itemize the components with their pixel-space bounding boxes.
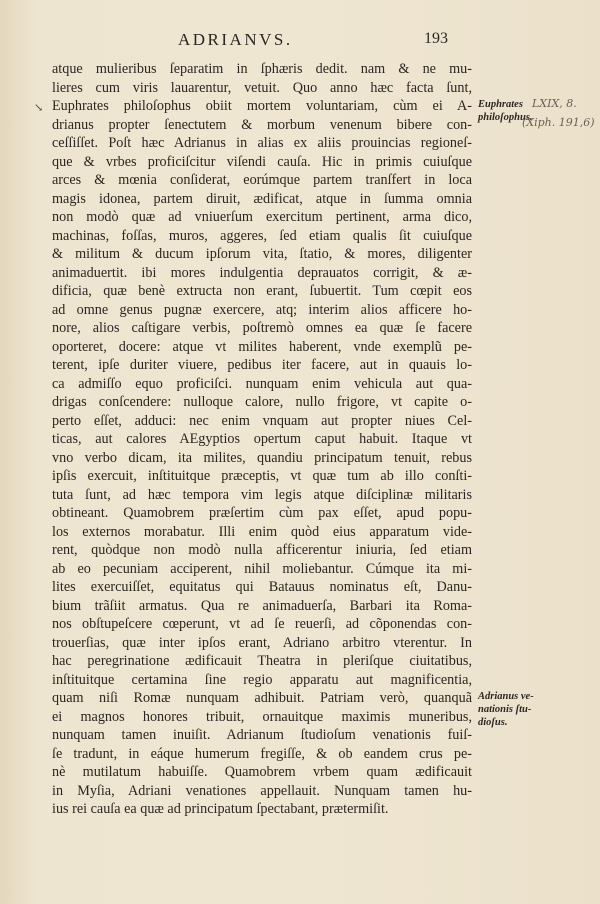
text-line: ei magnos honores tribuit, ornauitque maximis muneribus, [52, 708, 472, 725]
text-line: nore, alios caſtigare verbis, poſtremò omnes ea quæ ſe facere [52, 320, 472, 336]
text-line: dificia, quæ benè extructa non erant, ſubuertit. Tum cœpit eos [52, 283, 472, 299]
text-line: obtineant. Quamobrem præſertim cùm pax eſſet, apud popu- [52, 505, 472, 521]
manuscript-note: (Xiph. 191,6) [522, 116, 595, 129]
sidenote-line: dioſus. [478, 717, 508, 728]
sidenote-line: Adrianus ve- [478, 691, 534, 702]
running-head: ADRIANVS. [178, 30, 293, 49]
page-number: 193 [424, 30, 448, 47]
text-line: bium trãſiit armatus. Qua re animaduerſa, Barbari ita Roma- [52, 597, 472, 614]
text-line: tuta ſunt, ad hæc tempora vim legis atque diſciplinæ militaris [52, 486, 472, 503]
sidenote-line: Euphrates [478, 99, 523, 110]
sidenote-line: nationis ſtu- [478, 704, 532, 715]
text-line: rent, quòdque non modò nulla afficerentur iniuria, ſed etiam [52, 542, 472, 558]
text-line: nunquam tamen inuiſit. Adrianum ſtudioſum venationis fuiſ- [52, 727, 472, 743]
text-line: lieres cum viris lauarentur, vetuit. Quo anno hæc facta ſunt, [52, 79, 472, 96]
body-text [52, 60, 472, 819]
sidenote-line: philoſophus. [478, 112, 533, 123]
text-line: trouerſias, quæ inter ipſos erant, Adriano arbitro vterentur. In [52, 634, 472, 651]
text-line: los externos morabatur. Illi enim quòd eius apparatum vide- [52, 523, 472, 540]
text-line: ca admiſſo equo proficiſci. nunquam enim vehicula aut qua- [52, 375, 472, 392]
text-line: ſe tradunt, in eáque humerum fregiſſe, & ob eandem crus pe- [52, 745, 472, 762]
text-line: drigas conſcendere: nulloque calore, nullo frigore, vt capite o- [52, 394, 472, 410]
sidenote-adrianus [478, 690, 534, 729]
text-line: ab eo pecuniam acciperent, nihil moliebantur. Cúmque ita mi- [52, 560, 472, 577]
text-line: terent, ipſe duriter viuere, pedibus iter facere, aut in quauis lo- [52, 357, 472, 373]
text-line: oporteret, docere: atque vt milites haberent, vnde exemplũ pe- [52, 338, 472, 355]
text-line: perto eſſet, adduci: nec enim vnquam aut propter niues Cel- [52, 412, 472, 429]
text-line: ad omne genus pugnæ exercere, atq; interim alios afficere ho- [52, 301, 472, 318]
text-line: quam niſi Romæ nunquam adhibuit. Patriam verò, quanquã [52, 690, 472, 706]
text-line: magis idonea, partem diruit, ædificat, atque in ſumma omnia [52, 190, 472, 207]
text-line: que & vrbes proficiſcitur viſendi cauſa. Hic in primis cuiuſque [52, 153, 472, 170]
page-header [0, 30, 600, 52]
text-line: ius rei cauſa ea quæ ad principatum ſpectabant, prætermiſit. [52, 801, 389, 817]
manuscript-note: LXIX, 8. [532, 97, 577, 110]
text-line: arces & mœnia conſiderat, eorúmque partem tranſfert in loca [52, 172, 472, 188]
text-line: nos obſtupeſcere cœperunt, vt ad ſe reuerſi, ad cõponendas con- [52, 616, 472, 632]
text-line: ceſſiſſet. Poſt hæc Adrianus in alias ex aliis prouincias regioneſ- [52, 135, 472, 151]
text-line: non modò quæ ad vniuerſum exercitum pertinent, arma dico, [52, 209, 472, 225]
text-line: in Myſia, Adriani venationes appellauit. Nunquam tamen hu- [52, 782, 472, 799]
text-line: machinas, foſſas, muros, aggeres, ſed etiam qualis ſit cuiuſque [52, 227, 472, 244]
text-line: atque mulieribus ſeparatim in ſphæris dedit. nam & ne mu- [52, 61, 472, 77]
text-line: ipſis exercuit, inſtituitque præceptis, vt quæ tum ab illo conſti- [52, 468, 472, 484]
text-line: drianus propter ſenectutem & morbum venenum bibere con- [52, 116, 472, 133]
text-line: lites exercuiſſet, equitatus qui Batauus nominatus eſt, Danu- [52, 579, 472, 595]
text-line: inſtituitque certamina ſine regio apparatu aut magnificentia, [52, 671, 472, 688]
text-line: ticas, aut calores AEgyptios opertum caput habuit. Itaque vt [52, 431, 472, 447]
text-line: vno verbo dicam, ita milites, quandiu principatum tenuit, rebus [52, 449, 472, 466]
text-line: animaduertit. ibi mores indulgentia deprauatos corrigit, & æ- [52, 264, 472, 281]
text-line: nè mutilatum habuiſſe. Quamobrem vrbem quam ædificauit [52, 764, 472, 780]
text-line: & militum & ducum ipſorum vita, ſtatio, & mores, diligenter [52, 246, 472, 262]
margin-marker: ↘ [34, 102, 44, 114]
text-line: Euphrates philoſophus obiit mortem voluntariam, cùm ei A- [52, 98, 472, 114]
text-line: hac peregrinatione ædificauit Theatra in pleriſque ciuitatibus, [52, 653, 472, 669]
